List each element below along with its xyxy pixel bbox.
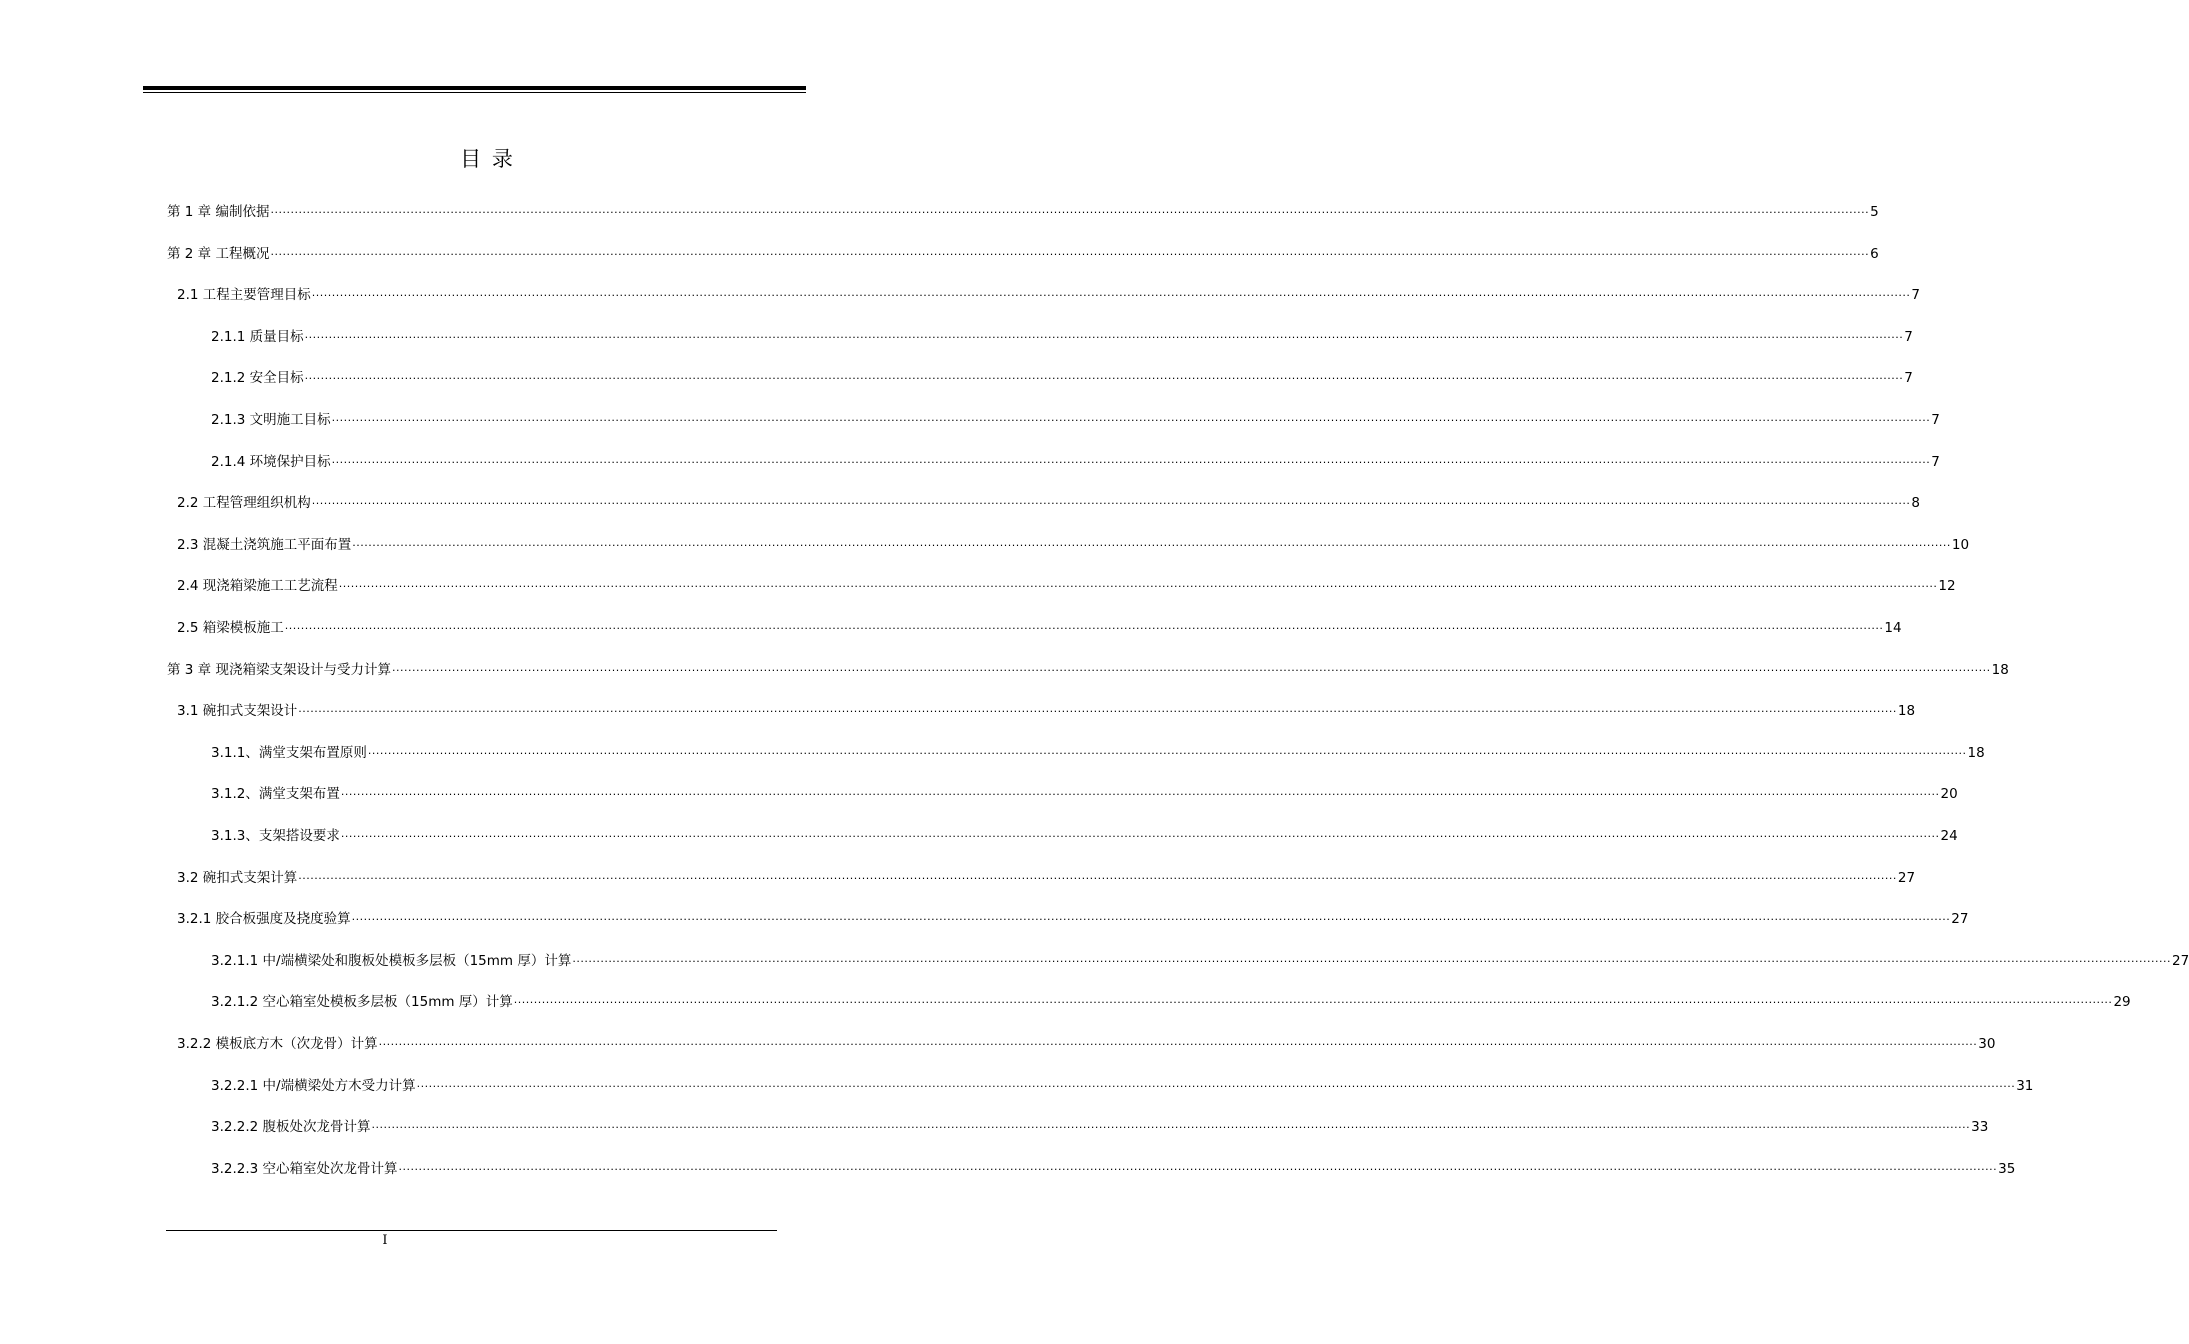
- toc-entry[interactable]: [211, 408, 1940, 430]
- toc-entry[interactable]: [211, 1115, 1989, 1137]
- toc-leader-dots: ................................................................................................................................................................................................................................................................................................................................................................................................................: [378, 1035, 1978, 1048]
- toc-entry-label: 2.1.4 环境保护目标: [211, 453, 331, 470]
- toc-entry[interactable]: [211, 450, 1940, 472]
- toc-entry-page: 31: [2016, 1077, 2034, 1094]
- toc-leader-dots: ................................................................................................................................................................................................................................................................................................................................................................................................................: [311, 494, 1911, 508]
- toc-leader-dots: ................................................................................................................................................................................................................................................................................................................................................................................................................: [304, 327, 1904, 341]
- toc-entry[interactable]: [177, 574, 1956, 596]
- toc-entry-page: 35: [1998, 1160, 2016, 1177]
- toc-entry-page: 18: [1967, 744, 1985, 761]
- toc-entry-label: 2.2 工程管理组织机构: [177, 495, 311, 512]
- toc-leader-dots: ................................................................................................................................................................................................................................................................................................................................................................................................................: [270, 244, 1870, 258]
- toc-entry-label: 3.2.1.2 空心箱室处模板多层板（15mm 厚）计算: [211, 994, 513, 1011]
- toc-leader-dots: ................................................................................................................................................................................................................................................................................................................................................................................................................: [311, 286, 1911, 300]
- toc-leader-dots: ................................................................................................................................................................................................................................................................................................................................................................................................................: [572, 951, 2171, 965]
- toc-entry[interactable]: [211, 949, 2189, 971]
- footer-rule: [166, 1230, 777, 1231]
- toc-entry[interactable]: [211, 1157, 2016, 1179]
- toc-entry-page: 7: [1904, 370, 1913, 387]
- toc-entry[interactable]: [177, 533, 1970, 555]
- toc-entry-label: 3.1.1、满堂支架布置原则: [211, 744, 367, 761]
- toc-entry-label: 2.4 现浇箱梁施工工艺流程: [177, 578, 338, 595]
- toc-entry[interactable]: [211, 990, 2131, 1012]
- toc-leader-dots: ................................................................................................................................................................................................................................................................................................................................................................................................................: [513, 993, 2113, 1007]
- toc-entry-page: 18: [1991, 661, 2009, 678]
- header-rule-thick: [143, 86, 806, 90]
- toc-leader-dots: ................................................................................................................................................................................................................................................................................................................................................................................................................: [352, 535, 1951, 549]
- toc-entry-page: 7: [1931, 412, 1940, 428]
- toc-entry-label: 第 1 章 编制依据: [167, 204, 270, 220]
- toc-entry-label: 2.1.1 质量目标: [211, 328, 304, 345]
- toc-entry-label: 第 2 章 工程概况: [167, 245, 270, 262]
- toc-entry-page: 20: [1940, 786, 1958, 803]
- toc-entry[interactable]: [177, 616, 1902, 638]
- toc-entry[interactable]: [167, 242, 1879, 264]
- toc-entry[interactable]: [167, 200, 1879, 222]
- toc-leader-dots: ................................................................................................................................................................................................................................................................................................................................................................................................................: [331, 411, 1931, 424]
- toc-entry-label: 2.1 工程主要管理目标: [177, 287, 311, 304]
- toc-entry[interactable]: [177, 907, 1969, 929]
- toc-entry-label: 3.2.1.1 中/端横梁处和腹板处模板多层板（15mm 厚）计算: [211, 952, 572, 969]
- toc-leader-dots: ................................................................................................................................................................................................................................................................................................................................................................................................................: [351, 910, 1951, 924]
- toc-entry-label: 3.2.2.2 腹板处次龙骨计算: [211, 1119, 371, 1136]
- toc-leader-dots: ................................................................................................................................................................................................................................................................................................................................................................................................................: [340, 827, 1940, 840]
- toc-leader-dots: ................................................................................................................................................................................................................................................................................................................................................................................................................: [391, 660, 1991, 674]
- toc-leader-dots: ................................................................................................................................................................................................................................................................................................................................................................................................................: [367, 743, 1967, 757]
- toc-leader-dots: ................................................................................................................................................................................................................................................................................................................................................................................................................: [371, 1118, 1971, 1132]
- toc-entry-label: 3.1.2、满堂支架布置: [211, 786, 340, 803]
- toc-leader-dots: ................................................................................................................................................................................................................................................................................................................................................................................................................: [416, 1076, 2016, 1090]
- toc-title: 目 录: [460, 147, 515, 171]
- toc-entry-page: 7: [1904, 328, 1913, 345]
- toc-entry-page: 14: [1884, 620, 1902, 636]
- toc-entry-page: 7: [1931, 453, 1940, 470]
- toc-leader-dots: ................................................................................................................................................................................................................................................................................................................................................................................................................: [304, 369, 1904, 383]
- toc-leader-dots: ................................................................................................................................................................................................................................................................................................................................................................................................................: [284, 619, 1884, 632]
- toc-entry-label: 3.1 碗扣式支架设计: [177, 703, 298, 720]
- toc-leader-dots: ................................................................................................................................................................................................................................................................................................................................................................................................................: [340, 785, 1940, 799]
- toc-entry-page: 10: [1951, 536, 1970, 553]
- toc-entry-page: 5: [1870, 204, 1879, 220]
- toc-entry-page: 24: [1940, 828, 1958, 844]
- toc-entry-label: 2.3 混凝土浇筑施工平面布置: [177, 536, 352, 553]
- toc-entry-page: 33: [1971, 1119, 1989, 1136]
- toc-entry-label: 3.2.2.1 中/端横梁处方木受力计算: [211, 1077, 416, 1094]
- toc-entry-label: 3.1.3、支架搭设要求: [211, 828, 340, 844]
- toc-entry[interactable]: [177, 866, 1916, 888]
- header-rule-thin: [143, 92, 806, 93]
- toc-entry[interactable]: [211, 1074, 2034, 1096]
- toc-entry-page: 29: [2113, 994, 2131, 1011]
- toc-leader-dots: ................................................................................................................................................................................................................................................................................................................................................................................................................: [270, 203, 1870, 216]
- toc-entry[interactable]: [211, 366, 1913, 388]
- toc-entry-page: 7: [1911, 287, 1920, 304]
- toc-entry-label: 2.1.2 安全目标: [211, 370, 304, 387]
- toc-entry-page: 27: [1897, 869, 1916, 886]
- toc-entry[interactable]: [177, 491, 1920, 513]
- toc-leader-dots: ................................................................................................................................................................................................................................................................................................................................................................................................................: [331, 452, 1931, 466]
- toc-entry-page: 8: [1911, 495, 1920, 512]
- toc-leader-dots: ................................................................................................................................................................................................................................................................................................................................................................................................................: [298, 702, 1897, 716]
- toc-entry-page: 30: [1978, 1036, 1996, 1052]
- toc-entry-label: 3.2.2.3 空心箱室处次龙骨计算: [211, 1160, 398, 1177]
- toc-entry[interactable]: [167, 658, 2009, 680]
- toc-leader-dots: ................................................................................................................................................................................................................................................................................................................................................................................................................: [338, 577, 1938, 591]
- toc-entry[interactable]: [211, 824, 1958, 846]
- toc-leader-dots: ................................................................................................................................................................................................................................................................................................................................................................................................................: [398, 1159, 1998, 1173]
- toc-entry-page: 18: [1897, 703, 1916, 720]
- toc-entry[interactable]: [211, 782, 1958, 804]
- toc-entry-label: 2.1.3 文明施工目标: [211, 412, 331, 428]
- toc-entry[interactable]: [177, 283, 1920, 305]
- toc-entry-page: 27: [2171, 952, 2189, 969]
- toc-entry-page: 6: [1870, 245, 1879, 262]
- toc-entry[interactable]: [211, 741, 1985, 763]
- toc-entry-label: 2.5 箱梁模板施工: [177, 620, 284, 636]
- toc-entry-label: 3.2 碗扣式支架计算: [177, 869, 298, 886]
- toc-entry[interactable]: [211, 325, 1913, 347]
- toc-entry[interactable]: [177, 1032, 1996, 1054]
- toc-leader-dots: ................................................................................................................................................................................................................................................................................................................................................................................................................: [298, 868, 1897, 882]
- toc-entry-label: 3.2.1 胶合板强度及挠度验算: [177, 911, 351, 928]
- toc-entry-label: 第 3 章 现浇箱梁支架设计与受力计算: [167, 661, 391, 678]
- toc-entry[interactable]: [177, 699, 1916, 721]
- page-number: I: [382, 1233, 388, 1248]
- toc-entry-page: 27: [1951, 911, 1969, 928]
- toc-entry-label: 3.2.2 模板底方木（次龙骨）计算: [177, 1036, 378, 1052]
- toc-entry-page: 12: [1938, 578, 1956, 595]
